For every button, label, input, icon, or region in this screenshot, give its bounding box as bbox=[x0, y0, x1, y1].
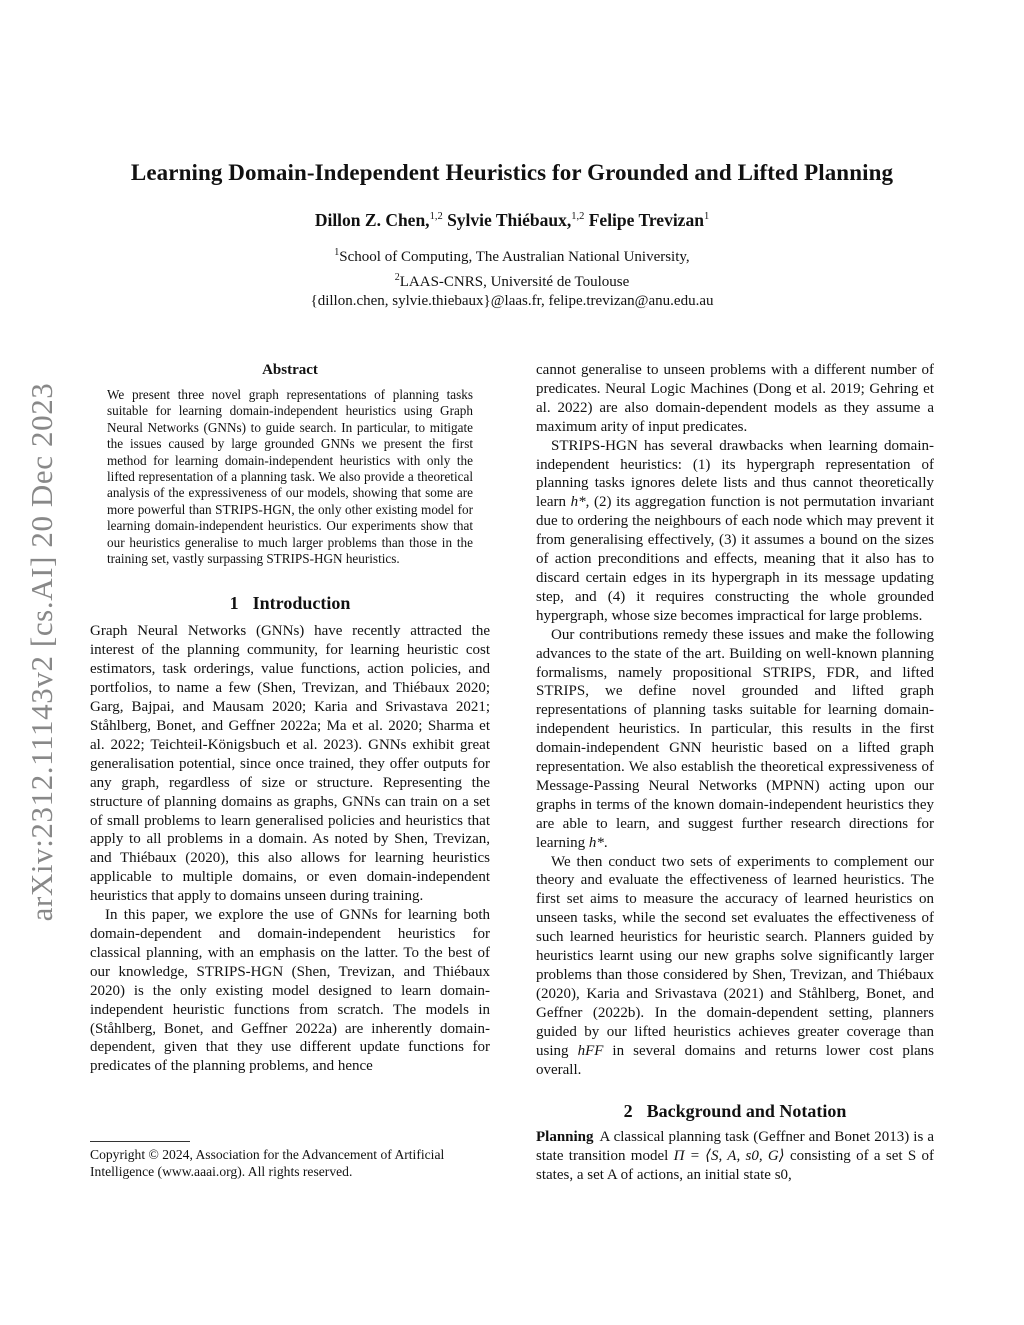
math-hstar: h* bbox=[588, 834, 604, 851]
affiliation-text: School of Computing, The Australian National University, bbox=[339, 249, 690, 265]
math-formula: Π = ⟨S, A, s0, G⟩ bbox=[673, 1148, 785, 1165]
footnote-rule bbox=[90, 1141, 190, 1142]
text-run: . bbox=[603, 834, 608, 851]
section-heading-introduction bbox=[90, 593, 490, 614]
text-run: We then conduct two sets of experiments to complement our theory and evaluate the effectiveness of learned heuristics. The first set aims to measure the accuracy of learned heuristics on unseen tasks, while the second set evaluates the effectiveness of such learned heuristics for heuristic search. Planners guided by heuristics learnt using our new graphs solve significantly larger problems than those considered by Shen, Trevizan, and Thiébaux (2020), Karia and Srivastava (2021) and Ståhlberg, Bonet, and Geffner (2022b). In the domain-dependent setting, planners guided by our lifted heuristics achieves greater coverage than using bbox=[536, 853, 934, 1059]
math-hff: hFF bbox=[577, 1042, 604, 1059]
introduction-body bbox=[90, 622, 490, 1076]
math-hstar: h* bbox=[570, 494, 586, 511]
text-run: Our contributions remedy these issues and make the following advances to the state of the art. Building on well-known planning formalisms, namely propositional STRIPS, FDR, and lifted STRIPS, we define novel grounded and lifted graph representations of planning tasks suitable for learning domain-independent heuristics. In particular, this results in the first domain-independent GNN heuristic based on a lifted graph representation. We also establish the theoretical expressiveness of Message-Passing Neural Networks (MPNN) acting upon our graphs in terms of the known domain-independent heuristics they are able to learn, and suggest further research directions for learning bbox=[536, 626, 934, 851]
paragraph bbox=[536, 437, 934, 626]
author-affiliation-mark: 1,2 bbox=[571, 211, 585, 223]
text-run: in several domains and returns lower cost plans overall. bbox=[536, 1042, 934, 1078]
section-number: 1 bbox=[229, 593, 239, 614]
author-name: Felipe Trevizan bbox=[588, 210, 704, 230]
section-title: Introduction bbox=[252, 593, 351, 614]
footnote-text: Copyright © 2024, Association for the Advancement of Artificial Intelligence (www.aaai.org). All rights reserved. bbox=[90, 1147, 445, 1179]
section-title: Background and Notation bbox=[646, 1101, 847, 1122]
arxiv-identifier: arXiv:2312.11143v2 [cs.AI] 20 Dec 2023 bbox=[24, 382, 59, 922]
text-run: consisting of a set S of states, a set A of actions, an initial state s0, bbox=[536, 1148, 934, 1184]
author-affiliation-mark: 1,2 bbox=[429, 211, 443, 223]
author-emails: {dillon.chen, sylvie.thiebaux}@laas.fr, felipe.trevizan@anu.edu.au bbox=[310, 293, 714, 309]
copyright-footnote bbox=[90, 1141, 490, 1180]
paragraph bbox=[536, 626, 934, 853]
paragraph bbox=[536, 1128, 934, 1185]
abstract-heading: Abstract bbox=[262, 362, 318, 378]
section-heading-background bbox=[536, 1101, 934, 1122]
affiliations bbox=[60, 243, 964, 312]
author-list bbox=[60, 210, 964, 231]
text-run: STRIPS-HGN has several drawbacks when learning domain-independent heuristics: (1) its hypergraph representation of planning tasks ignores delete lists and thus cannot theoretically learn bbox=[536, 437, 934, 511]
paper-title: Learning Domain-Independent Heuristics for Grounded and Lifted Planning bbox=[130, 160, 894, 185]
right-column bbox=[536, 361, 934, 1185]
paragraph: In this paper, we explore the use of GNNs for learning both domain-dependent and domain-independent heuristics for classical planning, with an emphasis on the latter. To the best of our knowledge, STRIPS-HGN (Shen, Trevizan, and Thiébaux 2020) is the only existing model designed to learn domain-independent heuristic functions from scratch. The models in (Ståhlberg, Bonet, and Geffner 2022a) are inherently domain-dependent, given that they use different update functions for predicates of the planning problems, and hence bbox=[90, 907, 490, 1075]
run-in-heading: Planning bbox=[536, 1129, 594, 1146]
text-run: A classical planning task (Geffner and Bonet 2013) is a state transition model bbox=[536, 1129, 934, 1165]
paragraph bbox=[536, 853, 934, 1080]
author-affiliation-mark: 1 bbox=[703, 211, 710, 223]
left-column bbox=[90, 362, 490, 1076]
paragraph: cannot generalise to unseen problems with a different number of predicates. Neural Logic Machines (Dong et al. 2019; Gehring et al. 2022) are also domain-dependent models as they assume a maximum arity of input predicates. bbox=[536, 362, 934, 435]
author-name: Sylvie Thiébaux, bbox=[447, 210, 572, 230]
paragraph: Graph Neural Networks (GNNs) have recently attracted the interest of the planning community, for learning heuristic cost estimators, task orderings, value functions, action policies, and portfolios, to name a few (Shen, Trevizan, and Thiébaux 2020; Garg, Bajpai, and Mausam 2020; Karia and Srivastava 2021; Ståhlberg, Bonet, and Geffner 2022a; Ma et al. 2020; Sharma et al. 2022; Teichteil-Königsbuch et al. 2023). GNNs exhibit great generalisation potential, since once trained, they offer outputs for any graph, regardless of size or structure. Representing the structure of planning domains as graphs, GNNs can train on a set of small problems to learn generalised policies and heuristics that apply to all problems in a domain. As noted by Shen, Trevizan, and Thiébaux (2020), this also allows for learning heuristics applicable to multiple domains, or even domain-independent heuristics that apply to domains unseen during training. bbox=[90, 623, 490, 905]
text-run: , (2) its aggregation function is not permutation invariant due to ordering the neighbours of each node which may prevent it from generalising effectively, (3) it assumes a bound on the sizes of action preconditions and effects, meaning that it also has to discard certain edges in its hypergraph in its message updating step, and (4) it requires constructing the whole grounded hypergraph, whose size becomes impractical for large problems. bbox=[536, 494, 935, 624]
affiliation-mark: 1 bbox=[334, 247, 340, 258]
affiliation-mark: 2 bbox=[394, 271, 400, 283]
affiliation-line bbox=[60, 268, 964, 293]
affiliation-text: LAAS-CNRS, Université de Toulouse bbox=[399, 273, 630, 290]
author-name: Dillon Z. Chen, bbox=[314, 210, 430, 230]
abstract-text: We present three novel graph representations of planning tasks suitable for learning domain-independent heuristics using Graph Neural Networks (GNNs) to guide search. In particular, to mitigate the issues caused by large grounded GNNs we present the first method for learning domain-independent heuristics with only the lifted representation of a planning task. We also provide a theoretical analysis of the expressiveness of our models, showing that some are more powerful than STRIPS-HGN, the only other existing model for learning domain-independent heuristics. Our experiments show that our heuristics generalise to much larger problems than those in the training set, vastly surpassing STRIPS-HGN heuristics. bbox=[107, 387, 473, 567]
section-number: 2 bbox=[623, 1101, 633, 1122]
affiliation-line bbox=[60, 243, 964, 268]
